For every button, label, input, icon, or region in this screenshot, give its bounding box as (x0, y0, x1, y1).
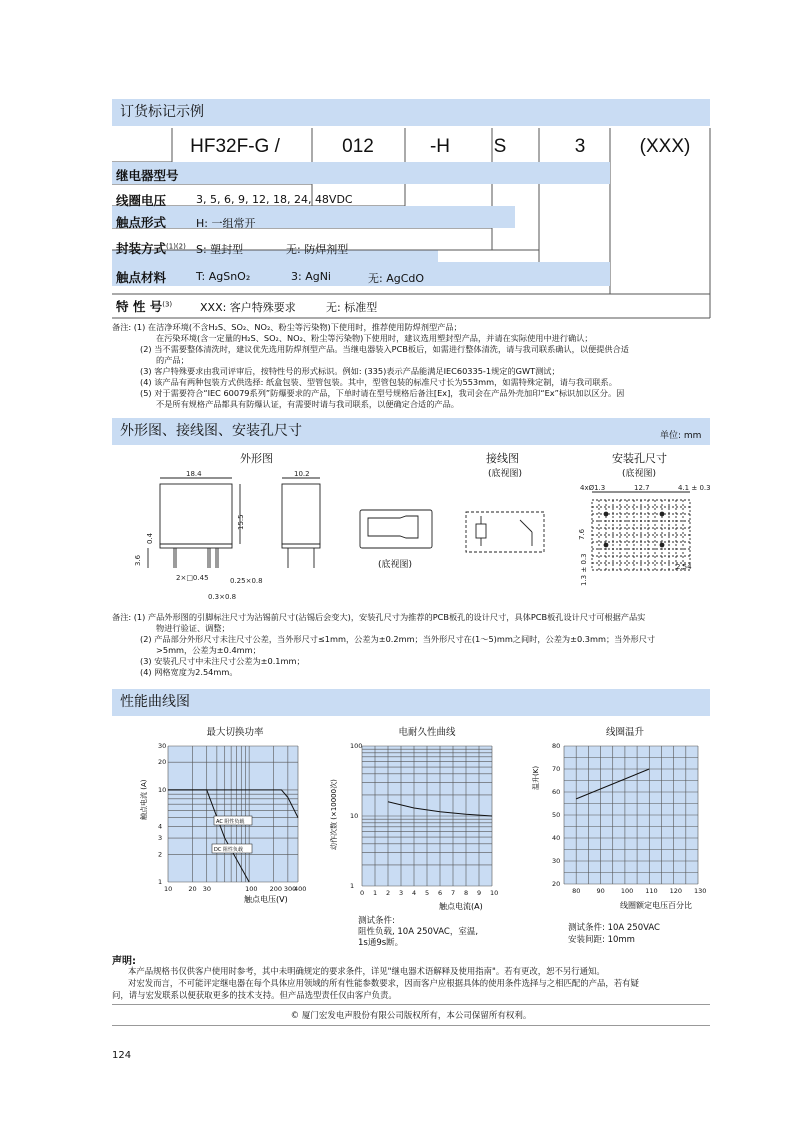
chart1-ytick: 10 (158, 785, 167, 794)
chart2-conditions: 测试条件: 阻性负载, 10A 250VAC，室温, 1s通9s断。 (358, 916, 479, 948)
declaration-divider (112, 1004, 710, 1005)
dim-depth: 10.2 (294, 470, 310, 478)
dim-mount-4: 1.3 ± 0.3 (580, 553, 588, 586)
mount-hole-grid (592, 500, 690, 570)
chart2-xtick: 6 (438, 889, 443, 897)
chart2-xtick: 1 (373, 889, 378, 897)
chart1-ac-label: AC 阻性负载 (216, 819, 245, 825)
chart2-title: 电耐久性曲线 (398, 727, 456, 738)
dim-mount-2: 4.1 ± 0.3 (678, 484, 711, 492)
page-number: 124 (112, 1050, 132, 1061)
row-band-3 (112, 206, 515, 228)
dim-pin: 3.6 (134, 554, 142, 566)
mount-subtitle: (底视图) (622, 469, 657, 479)
drawings-figure (112, 470, 712, 610)
chart3-ytick: 20 (552, 880, 561, 888)
dim-base: 0.4 (146, 532, 154, 544)
row-band-5 (112, 262, 610, 286)
relay-bottom-view (360, 510, 432, 548)
row-band-1 (112, 162, 610, 184)
dim-mount-1: 12.7 (634, 484, 650, 492)
chart2-xtick: 3 (399, 889, 404, 897)
footer-divider (112, 1025, 710, 1026)
chart1-ytick: 30 (158, 742, 167, 750)
chart3-xtick: 110 (645, 887, 658, 895)
order-code-type: S (493, 136, 507, 157)
chart3-ytick: 50 (552, 811, 561, 819)
chart3-xtick: 120 (669, 887, 683, 895)
dim-pin-width: 2×□0.45 (176, 574, 209, 582)
wiring-subtitle: (底视图) (488, 469, 523, 479)
chart3-xtick: 130 (694, 887, 707, 895)
drawing-notes: 备注: (1) 产品外形图的引脚标注尺寸为沾锡前尺寸(沾锡后会变大)，安装孔尺寸为推荐的PCB板孔的设计尺寸，具体PCB板孔设计尺寸可根据产品实 物进行验证、调整； (2) 产品部分外形尺寸未注尺寸公差，当外形尺寸≤1mm，公差为±0.2mm；当外形尺寸在(1～5)mm之间时，公差为±0.3mm；当外形尺寸 >5mm，公差为±0.4mm； (3) 安装孔尺寸中未注尺寸公差为±0.1mm； (4) 网格宽度为2.54mm。 (112, 612, 656, 677)
ordering-notes: 备注: (1) 在洁净环境(不含H₂S、SO₂、NO₂、粉尘等污染物)下使用时，推荐使用防焊剂型产品； 在污染环境(含一定量的H₂S、SO₂、NO₂、粉尘等污染物)下使用时，建议选用塑封型产品，并请在实际使用中进行确认； (2) 当不需要整体清洗时，建议优先选用防焊剂型产品。当继电器装入PCB板后，如需进行整体清洗，请与我司联系确认，以便提供合适 的产品； (3) 客户特殊要求由我司评审后，按特性号的形式标识。例如: (335)表示产品能满足IEC60335-1规定的GWT测试； (4) 该产品有两种包装方式供选择: 纸盒包装、型管包装。其中，型管包装的标准尺寸长为553mm，如需特殊定制，请与我司联系。 (5) 对于需要符合“IEC 60079系列”防爆要求的产品，下单时请在型号规格后备注[Ex]，我司会在产品外壳加印“Ex”标识加以区分。因 不是所有规格产品都具有防爆认证，有需要时请与我司联系，以便确定合适的产品。 (112, 322, 629, 409)
chart3-ytick: 80 (552, 742, 561, 750)
chart1-xtick: 100 (245, 885, 258, 893)
chart1-ytick: 3 (158, 834, 163, 843)
order-row-special: 特 性 号$^{(3)}$ XXX: 客户特殊要求 无: 标准型 (116, 299, 378, 314)
chart3-xtick: 100 (620, 887, 634, 895)
dim-mount-3: 7.6 (578, 528, 586, 540)
chart3-ytick: 70 (552, 765, 561, 773)
chart1-ytick: 4 (158, 822, 163, 831)
chart2-xtick: 4 (412, 889, 417, 897)
chart3-ytick: 30 (552, 857, 561, 865)
chart1-dc-label: DC 阻性负载 (214, 847, 243, 853)
chart1-title: 最大切换功率 (206, 727, 264, 738)
declaration-title: 声明: (112, 956, 136, 967)
order-row-package: 封装方式$^{(1)(2)}$ S: 塑封型 无: 防焊剂型 (116, 241, 349, 256)
chart2-ytick: 100 (350, 742, 363, 750)
chart3-coil-temperature-rise (524, 740, 710, 915)
ordering-section-header: 订货标记示例 (112, 99, 710, 126)
chart1-xtick: 200 (269, 885, 282, 893)
order-code-contact: -H (429, 136, 451, 157)
chart3-ytick: 60 (552, 788, 561, 796)
dim-mount-5: 2.54 (676, 563, 692, 571)
mount-title: 安装孔尺寸 (612, 452, 667, 465)
chart2-xtick: 2 (386, 889, 391, 897)
chart2-ytick: 10 (350, 812, 359, 820)
dim-height: 15.5 (237, 514, 245, 530)
order-code-voltage: 012 (342, 136, 374, 157)
chart1-ytick: 2 (158, 850, 163, 859)
order-row-material: 触点材料 T: AgSnO₂ 3: AgNi 无: AgCdO (116, 270, 425, 285)
chart2-xtick: 7 (451, 889, 456, 897)
curves-section-header: 性能曲线图 (112, 689, 710, 716)
bottom-view-label: (底视图) (378, 560, 413, 570)
dim-width: 18.4 (186, 470, 202, 478)
chart2-xlabel: 触点电流(A) (439, 902, 483, 911)
order-code-special: (XXX) (639, 136, 691, 157)
chart1-max-switching-power (136, 740, 311, 910)
chart2-xtick: 9 (477, 889, 482, 897)
chart2-xtick: 0 (360, 889, 365, 897)
order-row-model: 继电器型号 (116, 168, 179, 183)
chart1-xtick: 10 (164, 885, 173, 893)
chart2-xtick: 8 (464, 889, 469, 897)
dim-pin-2: 0.3×0.8 (208, 593, 237, 601)
chart3-xtick: 90 (596, 887, 605, 895)
dim-pin-1: 0.25×0.8 (230, 577, 263, 585)
chart2-electrical-endurance (326, 740, 506, 915)
chart1-ytick: 1 (158, 878, 163, 886)
order-row-voltage: 线圈电压 3, 5, 6, 9, 12, 18, 24, 48VDC (116, 193, 353, 208)
wiring-title: 接线图 (486, 452, 519, 465)
chart1-xlabel: 触点电压(V) (244, 895, 288, 904)
relay-side-body (282, 484, 320, 544)
chart3-ylabel: 温升(K) (532, 765, 540, 790)
chart3-xtick: 80 (572, 887, 581, 895)
order-row-contact-form: 触点形式 H: 一组常开 (116, 215, 256, 230)
chart2-xtick: 10 (490, 889, 499, 897)
chart1-xtick: 30 (202, 885, 211, 893)
chart1-ytick: 20 (158, 758, 167, 767)
dim-holes: 4xØ1.3 (580, 484, 606, 492)
unit-label: 单位: mm (660, 431, 702, 441)
copyright-line: © 厦门宏发电声股份有限公司版权所有，本公司保留所有权利。 (290, 1011, 532, 1021)
outline-title: 外形图 (240, 452, 273, 465)
chart3-conditions: 测试条件: 10A 250VAC 安装间距: 10mm (568, 923, 660, 945)
chart3-title: 线圈温升 (605, 727, 644, 738)
chart1-xtick: 400 (294, 885, 307, 893)
chart2-xtick: 5 (425, 889, 430, 897)
chart2-ytick: 1 (350, 882, 355, 890)
chart3-xlabel: 线圈额定电压百分比 (620, 901, 692, 910)
chart3-ytick: 40 (552, 834, 561, 842)
order-code-material: 3 (574, 136, 586, 157)
order-code-model: HF32F-G / (190, 136, 280, 157)
declaration-text: 本产品规格书仅供客户使用时参考，其中未明确规定的要求条件，详见"继电器术语解释及使用指南"。若有更改，恕不另行通知。 对宏发而言，不可能评定继电器在每个具体应用领域的所有性能参数要求，因而客户应根据具体的使用条件选择与之相匹配的产品，若有疑 问，请与宏发联系以便获取更多的技术支持。但产品选型责任仅由客户负责。 (112, 966, 639, 1000)
chart1-xtick: 300 (283, 885, 297, 893)
chart2-ylabel: 动作次数 (×10000次) (330, 779, 338, 850)
relay-front-body (160, 484, 232, 544)
drawings-section-header: 外形图、接线图、安装孔尺寸 (112, 418, 710, 445)
chart1-xtick: 20 (188, 885, 197, 893)
chart1-plot-area (168, 746, 298, 882)
chart1-ylabel: 触点电流 (A) (140, 779, 148, 820)
